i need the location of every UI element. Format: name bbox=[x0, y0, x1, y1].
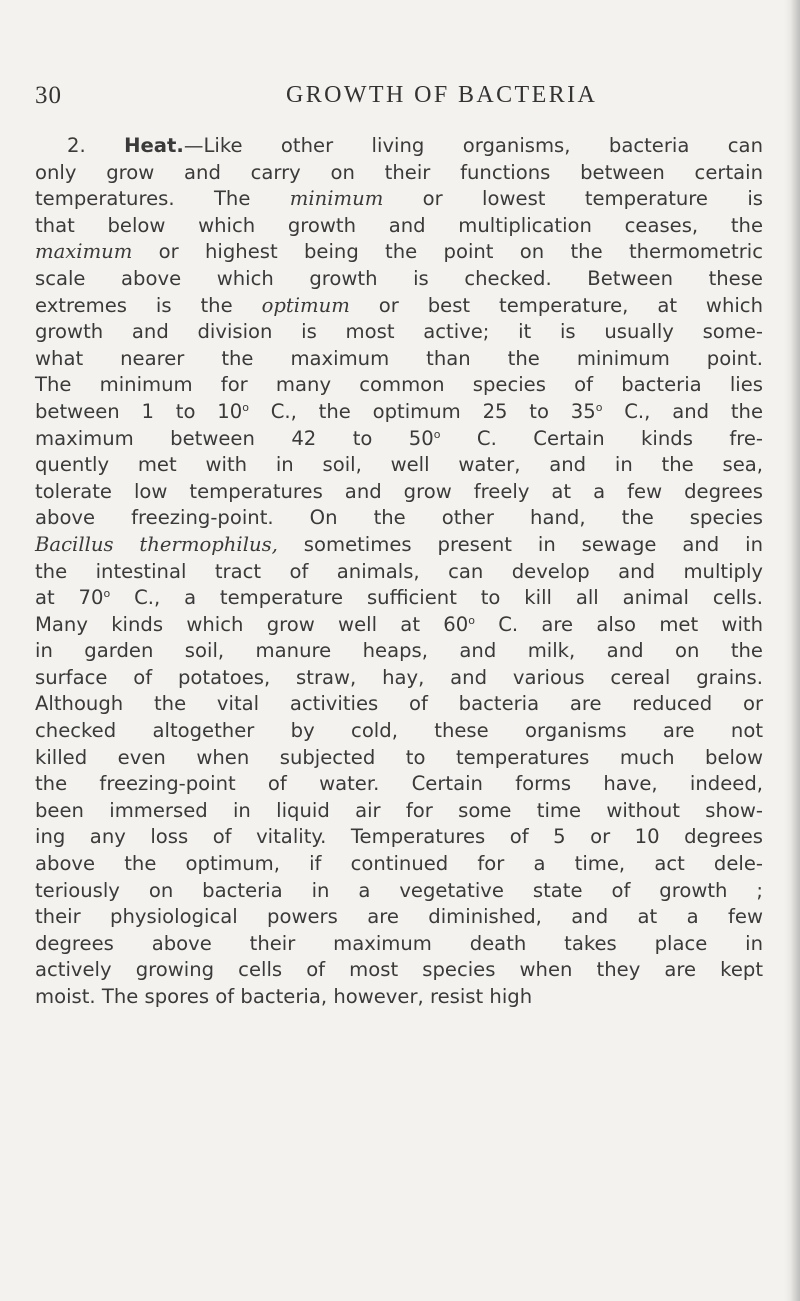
italic-term: optimum bbox=[261, 293, 350, 317]
text-line: scale above which growth is checked. Between these bbox=[35, 266, 763, 290]
text-line: the intestinal tract of animals, can develop and multiply bbox=[35, 559, 763, 583]
degree-mark: o bbox=[103, 587, 111, 601]
text-line: teriously on bacteria in a vegetative state of growth ; bbox=[35, 878, 763, 902]
text-line: temperatures. The minimum or lowest temperature is bbox=[35, 187, 763, 211]
italic-term: Bacillus thermophilus, bbox=[35, 532, 278, 556]
text-line: checked altogether by cold, these organisms are not bbox=[35, 719, 763, 743]
text-line: actively growing cells of most species when they are kept bbox=[35, 958, 763, 982]
degree-mark: o bbox=[595, 400, 603, 414]
text-line: maximum between 42 to 50$^o$ C. Certain kinds fre- bbox=[35, 426, 763, 450]
text-line: maximum or highest being the point on the thermometric bbox=[35, 240, 763, 264]
text-line: the freezing-point of water. Certain forms have, indeed, bbox=[35, 772, 763, 796]
text-line: degrees above their maximum death takes place in bbox=[35, 931, 763, 955]
text-line: that below which growth and multiplication ceases, the bbox=[35, 213, 763, 237]
paragraph-number: 2. bbox=[67, 134, 86, 157]
degree-mark: o bbox=[242, 400, 249, 414]
text-line: extremes is the optimum or best temperature, at which bbox=[35, 293, 763, 317]
italic-term: minimum bbox=[289, 187, 384, 211]
text-line: quently met with in soil, well water, and in the sea, bbox=[35, 453, 763, 477]
text-line: their physiological powers are diminished, and at a few bbox=[35, 905, 763, 929]
text-line: tolerate low temperatures and grow freely at a few degrees bbox=[35, 479, 763, 503]
text-line: growth and division is most active; it is usually some- bbox=[35, 320, 763, 344]
text-line: Although the vital activities of bacteria are reduced or bbox=[35, 692, 763, 716]
degree-mark: o bbox=[468, 613, 475, 627]
text-line: killed even when subjected to temperatures much below bbox=[35, 745, 763, 769]
text-line: above freezing-point. On the other hand, the species bbox=[35, 506, 763, 530]
text-line: between 1 to 10$^o$ C., the optimum 25 to 35$^o$ C., and the bbox=[35, 399, 764, 423]
page-header bbox=[0, 82, 800, 118]
text-lines bbox=[35, 160, 763, 1011]
text-line: above the optimum, if continued for a time, act dele- bbox=[35, 852, 763, 876]
running-head: GROWTH OF BACTERIA bbox=[286, 82, 598, 108]
degree-mark: o bbox=[433, 427, 441, 441]
text-line: at 70$^o$ C., a temperature sufficient to kill all animal cells. bbox=[35, 586, 763, 610]
text-line: moist. The spores of bacteria, however, resist high bbox=[35, 985, 533, 1008]
page-number: 30 bbox=[35, 82, 62, 109]
text-line: what nearer the maximum than the minimum point. bbox=[35, 346, 763, 370]
text-line: ing any loss of vitality. Temperatures of 5 or 10 degrees bbox=[35, 825, 763, 849]
text-line: Many kinds which grow well at 60$^o$ C. are also met with bbox=[35, 612, 763, 636]
text-line: The minimum for many common species of bacteria lies bbox=[35, 373, 763, 397]
text-line: in garden soil, manure heaps, and milk, and on the bbox=[35, 639, 763, 663]
italic-term: maximum bbox=[35, 240, 133, 264]
text-line-segment: —Like other living organisms, bacteria can bbox=[183, 134, 763, 157]
paragraph-heading: Heat. bbox=[124, 134, 184, 157]
text-line: Bacillus thermophilus, sometimes present in sewage and in bbox=[35, 532, 763, 556]
body-paragraph bbox=[35, 133, 763, 1011]
page-edge-shadow bbox=[784, 0, 800, 1301]
text-line: only grow and carry on their functions between certain bbox=[35, 160, 763, 184]
text-line: surface of potatoes, straw, hay, and various cereal grains. bbox=[35, 665, 763, 689]
paragraph-first-line bbox=[35, 133, 763, 160]
text-line: been immersed in liquid air for some time without show- bbox=[35, 798, 763, 822]
